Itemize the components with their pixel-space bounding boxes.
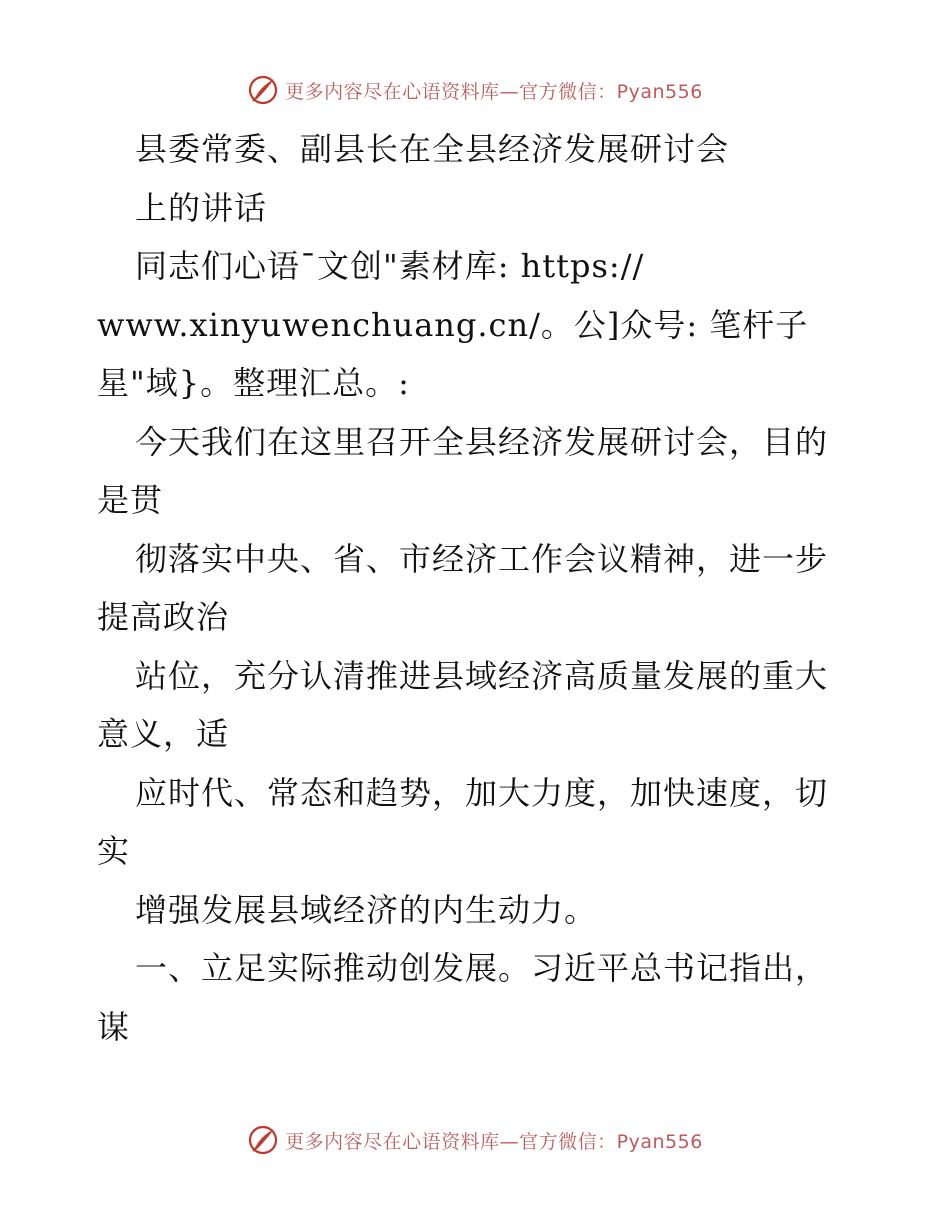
text-line: 增强发展县域经济的内生动力。 [135, 890, 598, 929]
text-line: 实 [97, 832, 131, 870]
title-line-2: 上的讲话 [135, 188, 268, 227]
text-line: 星"域}。整理汇总。: [97, 364, 410, 402]
text-line: 今天我们在这里召开全县经济发展研讨会，目的 [135, 422, 829, 461]
header-watermark [0, 70, 950, 110]
document-body [97, 120, 877, 1056]
footer-watermark [0, 1120, 950, 1160]
section-heading-line: 一、立足实际推动创发展。习近平总书记指出， [135, 949, 829, 987]
text-line: 站位，充分认清推进县域经济高质量发展的重大 [135, 656, 829, 695]
text-line: 谋 [97, 1007, 131, 1046]
text-line: 应时代、常态和趋势，加大力度，加快速度，切 [135, 773, 829, 812]
text-line: www.xinyuwenchuang.cn/。公]众号: 笔杆子 [97, 305, 809, 344]
watermark-text: 更多内容尽在心语资料库—官方微信：Pyan556 [285, 80, 703, 103]
watermark-text: 更多内容尽在心语资料库—官方微信：Pyan556 [285, 1130, 703, 1153]
text-line: 是贯 [97, 481, 164, 519]
text-line: 同志们心语¯文创"素材库: https:// [135, 247, 645, 285]
red-quill-logo-icon [247, 1124, 279, 1156]
text-line: 彻落实中央、省、市经济工作会议精神，进一步 [135, 539, 829, 578]
red-quill-logo-icon [247, 74, 279, 106]
title-line-1: 县委常委、副县长在全县经济发展研讨会 [135, 130, 730, 168]
text-line: 意义，适 [97, 715, 230, 753]
text-line: 提高政治 [97, 598, 230, 636]
